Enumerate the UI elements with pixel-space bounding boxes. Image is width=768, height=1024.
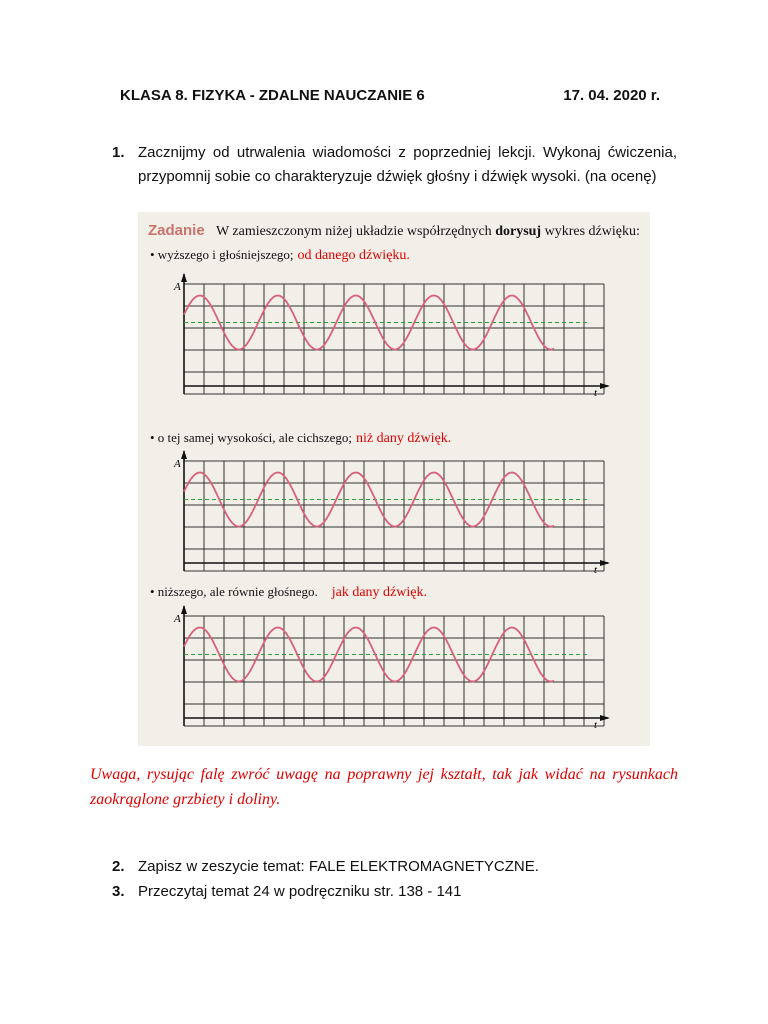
instruction-text: W zamieszczonym niżej układzie współrzędnych [215,224,492,239]
y-axis-arrow [181,605,187,614]
x-axis-arrow [600,560,610,566]
y-axis-arrow [181,273,187,282]
document-title: KLASA 8. FIZYKA - ZDALNE NAUCZANIE 6 [120,87,425,104]
figure-instruction [148,222,640,240]
y-axis-label: A [174,281,181,293]
document-date: 17. 04. 2020 r. [563,87,660,104]
task-item-1 [112,141,677,213]
task-bullet-2 [150,430,451,447]
wave-graph-3 [138,604,650,729]
exercise-figure [138,212,650,746]
handwritten-answer: jak dany dźwięk. [331,585,427,600]
x-axis-label: t [594,719,598,729]
y-axis-label: A [174,613,181,625]
item-number: 3. [112,883,125,900]
grid [184,616,604,726]
bullet-text: • wyższego i głośniejszego; [150,247,294,262]
item-number: 2. [112,858,125,875]
warning-note: Uwaga, rysując falę zwróć uwagę na poprawny jej kształt, tak jak widać na rysunkach zaokrąglone grzbiety i doliny. [90,766,678,808]
x-axis-label: t [594,564,598,574]
item-text: Zacznijmy od utrwalenia wiadomości z poprzedniej lekcji. Wykonaj ćwiczenia, przypomnij sobie co charakteryzuje dźwięk głośny i dźwięk wysoki. (na ocenę) [138,144,677,185]
item-text: Zapisz w zeszycie temat: FALE ELEKTROMAGNETYCZNE. [138,858,539,875]
grid [184,284,604,394]
y-axis-arrow [181,450,187,459]
item-number: 1. [112,144,125,161]
instruction-bold: dorysuj [495,224,542,239]
wave-graph-2 [138,449,650,574]
bullet-text: • niższego, ale równie głośnego. [150,584,318,599]
task-bullet-1 [150,247,410,264]
x-axis-arrow [600,383,610,389]
x-axis-arrow [600,715,610,721]
x-axis-label: t [594,387,598,397]
y-axis-label: A [174,458,181,470]
bullet-text: • o tej samej wysokości, ale cichszego; [150,430,353,445]
instruction-text-end: wykres dźwięku: [544,224,640,239]
grid [184,461,604,571]
wave-graph-1 [138,272,650,397]
item-text: Przeczytaj temat 24 w podręczniku str. 138 - 141 [138,883,462,900]
handwritten-answer: niż dany dźwięk. [356,431,452,446]
task-item-3 [112,880,677,904]
handwritten-answer: od danego dźwięku. [297,248,410,263]
task-bullet-3 [150,584,427,601]
task-item-2 [112,855,677,879]
figure-label: Zadanie [148,222,205,239]
document-header [120,87,660,104]
